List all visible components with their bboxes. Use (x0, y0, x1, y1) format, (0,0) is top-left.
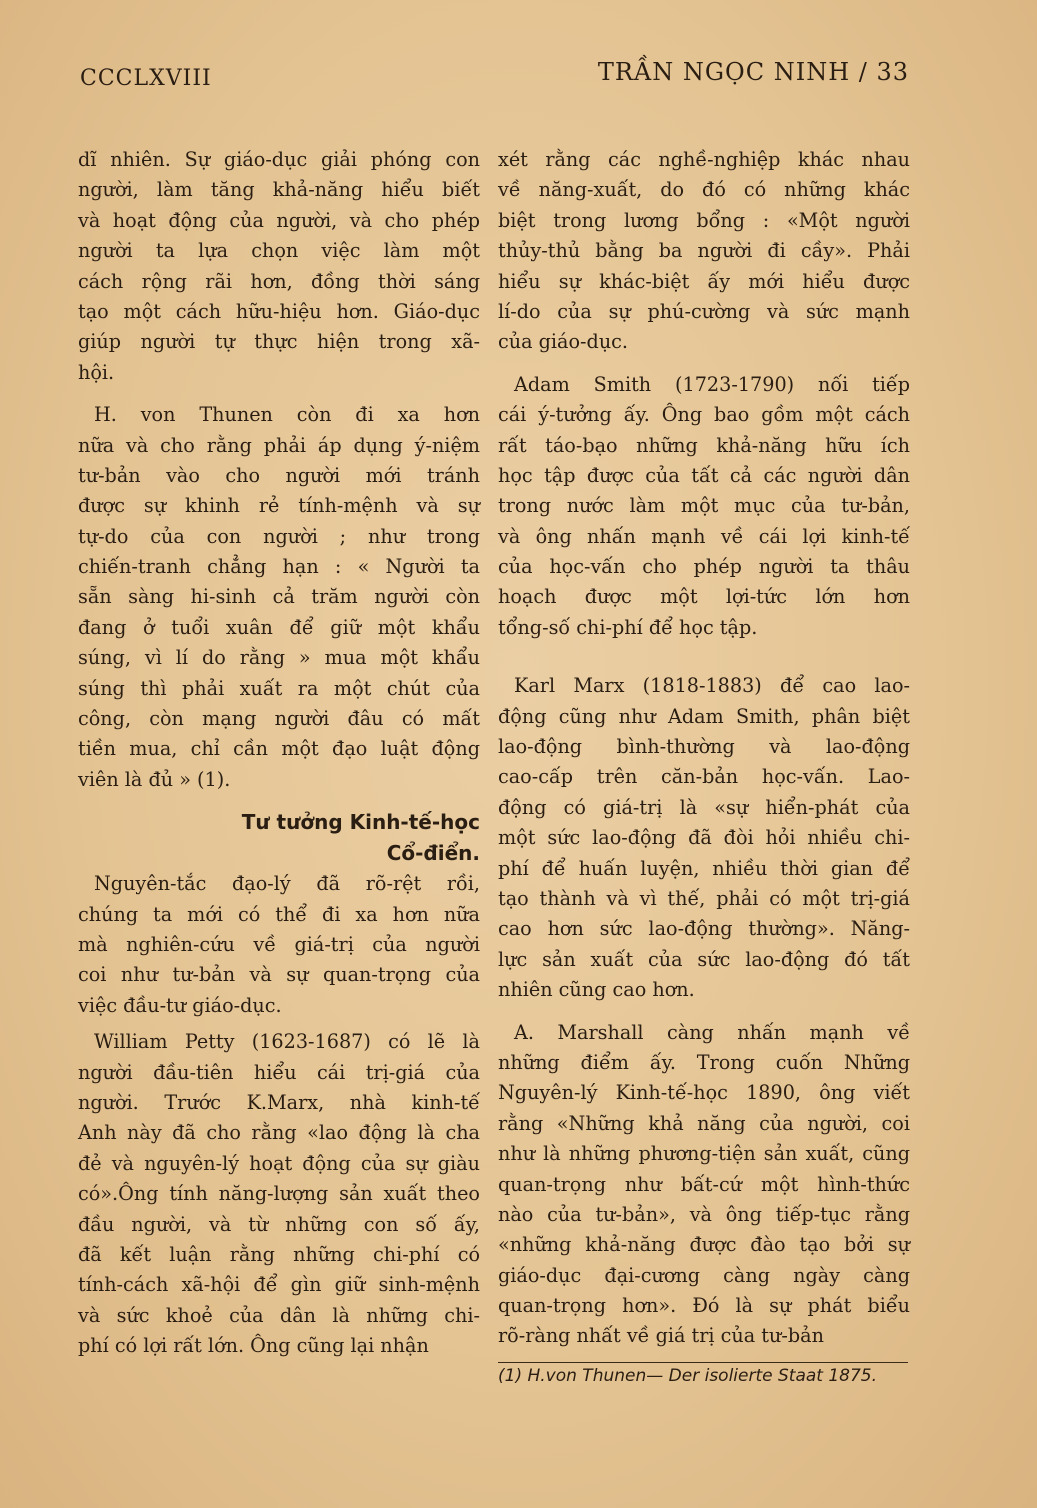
text-line: William Petty (1623-1687) có lẽ là (94, 1030, 480, 1054)
text-line: tư-bản vào cho người mới tránh (78, 463, 480, 487)
text-line: rất táo-bạo những khả-năng hữu ích (498, 433, 910, 457)
section-heading (78, 807, 480, 869)
text-line: coi như tư-bản và sự quan-trọng của (78, 963, 480, 987)
text-line: Anh này đã cho rằng «lao động là cha (78, 1121, 480, 1145)
text-line: thủy-thủ bằng ba người đi cầy». Phải (498, 239, 910, 263)
text-line: xét rằng các nghề-nghiệp khác nhau (498, 148, 910, 171)
text-line: tính-cách xã-hội để gìn giữ sinh-mệnh (78, 1273, 480, 1297)
text-line: Nguyên-tắc đạo-lý đã rõ-rệt rồi, (94, 872, 480, 896)
text-line: lí-do của sự phú-cường và sức mạnh (498, 299, 910, 323)
text-line: Nguyên-lý Kinh-tế-học 1890, ông viết (498, 1081, 910, 1105)
section-heading-line: Cổ-điển. (386, 841, 480, 866)
text-line: quan-trọng như bất-cứ một hình-thức (498, 1172, 910, 1196)
text-line: viên là đủ » (1). (78, 767, 231, 791)
text-line: người. Trước K.Marx, nhà kinh-tế (78, 1090, 480, 1114)
paragraph (498, 671, 910, 1005)
text-line: hoạch được một lợi-tức lớn hơn (498, 585, 910, 609)
text-line: H. von Thunen còn đi xa hơn (94, 403, 480, 427)
text-line: và sức khoẻ của dân là những chi- (78, 1303, 480, 1327)
text-line: của học-vấn cho phép người ta thâu (498, 555, 910, 579)
text-line: động có giá-trị là «sự hiển-phát của (498, 795, 910, 819)
text-line: nhiên cũng cao hơn. (498, 978, 695, 1002)
paragraph (78, 400, 480, 795)
text-line: tự-do của con người ; như trong (78, 524, 480, 548)
paragraph (498, 1018, 910, 1352)
text-line: người ta lựa chọn việc làm một (78, 239, 480, 263)
text-line: người, làm tăng khả-năng hiểu biết (78, 178, 480, 202)
text-line: súng, vì lí do rằng » mua một khẩu (78, 646, 480, 670)
text-line: hiểu sự khác-biệt ấy mới hiểu được (498, 269, 910, 293)
text-line: có».Ông tính năng-lượng sản xuất theo (78, 1182, 480, 1206)
paragraph (78, 145, 480, 388)
text-line: sẵn sàng hi-sinh cả trăm người còn (78, 585, 480, 609)
text-line: cao hơn sức lao-động thường». Năng- (498, 917, 910, 941)
text-line: «những khả-năng được đào tạo bởi sự (498, 1233, 910, 1257)
text-line: Karl Marx (1818-1883) để cao lao- (514, 674, 910, 698)
text-line: đang ở tuổi xuân để giữ một khẩu (78, 615, 480, 639)
text-line: đã kết luận rằng những chi-phí có (78, 1242, 480, 1266)
text-line: người đầu-tiên hiểu cái trị-giá của (78, 1060, 480, 1084)
text-line: cái ý-tưởng ấy. Ông bao gồm một cách (498, 403, 910, 427)
text-line: Adam Smith (1723-1790) nối tiếp (514, 372, 910, 396)
text-line: công, còn mạng người đâu có mất (78, 707, 480, 731)
text-line: tạo một cách hữu-hiệu hơn. Giáo-dục (78, 299, 480, 323)
section-heading-line: Tư tưởng Kinh-tế-học (241, 810, 480, 835)
right-column (498, 145, 910, 1389)
text-line: và ông nhấn mạnh về cái lợi kinh-tế (498, 524, 910, 548)
text-line: phí để huấn luyện, nhiều thời gian để (498, 856, 910, 880)
text-line: một sức lao-động đã đòi hỏi nhiều chi- (498, 826, 910, 850)
footnote: (1) H.von Thunen— Der isolierte Staat 1875. (498, 1365, 878, 1386)
text-line: và hoạt động của người, và cho phép (78, 208, 480, 232)
text-line: hội. (78, 360, 115, 384)
paragraph (78, 869, 480, 1021)
text-line: lao-động bình-thường và lao-động (498, 735, 910, 759)
text-line: nữa và cho rằng phải áp dụng ý-niệm (78, 433, 480, 457)
text-line: quan-trọng hơn». Đó là sự phát biểu (498, 1294, 910, 1318)
text-line: cao-cấp trên căn-bản học-vấn. Lao- (498, 765, 910, 789)
text-line: A. Marshall càng nhấn mạnh về (514, 1020, 910, 1044)
text-line: giáo-dục đại-cương càng ngày càng (498, 1263, 910, 1287)
text-line: mà nghiên-cứu về giá-trị của người (78, 932, 480, 956)
text-line: chúng ta mới có thể đi xa hơn nữa (78, 902, 480, 926)
text-line: động cũng như Adam Smith, phân biệt (498, 704, 910, 728)
text-line: biệt trong lương bổng : «Một người (498, 208, 910, 232)
text-line: những điểm ấy. Trong cuốn Những (498, 1050, 910, 1074)
text-line: phí có lợi rất lớn. Ông cũng lại nhận (78, 1334, 429, 1358)
text-line: giúp người tự thực hiện trong xã- (78, 330, 480, 354)
text-line: học tập được của tất cả các người dân (498, 463, 910, 487)
author-page-number: TRẦN NGỌC NINH / 33 (597, 58, 909, 86)
text-line: rằng «Những khả năng của người, coi (498, 1111, 910, 1135)
text-line: tổng-số chi-phí để học tập. (498, 615, 758, 639)
text-line: tạo thành và vì thế, phải có một trị-giá (498, 886, 910, 910)
text-line: súng thì phải xuất ra một chút của (78, 676, 480, 700)
left-column (78, 145, 480, 1361)
text-line: đầu người, và từ những con số ấy, (78, 1212, 480, 1236)
text-line: của giáo-dục. (498, 330, 629, 354)
text-line: trong nước làm một mục của tư-bản, (498, 494, 910, 518)
text-line: về năng-xuất, do đó có những khác (498, 178, 910, 202)
page-header (80, 58, 909, 98)
text-line: như là những phương-tiện sản xuất, cũng (498, 1142, 910, 1166)
text-line: tiền mua, chỉ cần một đạo luật động (78, 737, 480, 761)
text-line: lực sản xuất của sức lao-động đó tất (498, 947, 910, 971)
text-line: dĩ nhiên. Sự giáo-dục giải phóng con (78, 148, 480, 171)
text-line: đẻ và nguyên-lý hoạt động của sự giàu (78, 1151, 480, 1175)
text-line: việc đầu-tư giáo-dục. (78, 993, 282, 1017)
paragraph (78, 1027, 480, 1361)
section-numeral: CCCLXVIII (80, 66, 212, 91)
text-line: được sự khinh rẻ tính-mệnh và sự (78, 494, 480, 518)
text-line: chiến-tranh chẳng hạn : « Người ta (78, 555, 480, 579)
paragraph (498, 145, 910, 358)
paragraph (498, 370, 910, 644)
text-line: cách rộng rãi hơn, đồng thời sáng (78, 269, 480, 293)
text-line: rõ-ràng nhất về giá trị của tư-bản (498, 1324, 824, 1348)
text-line: nào của tư-bản», và ông tiếp-tục rằng (498, 1202, 910, 1226)
